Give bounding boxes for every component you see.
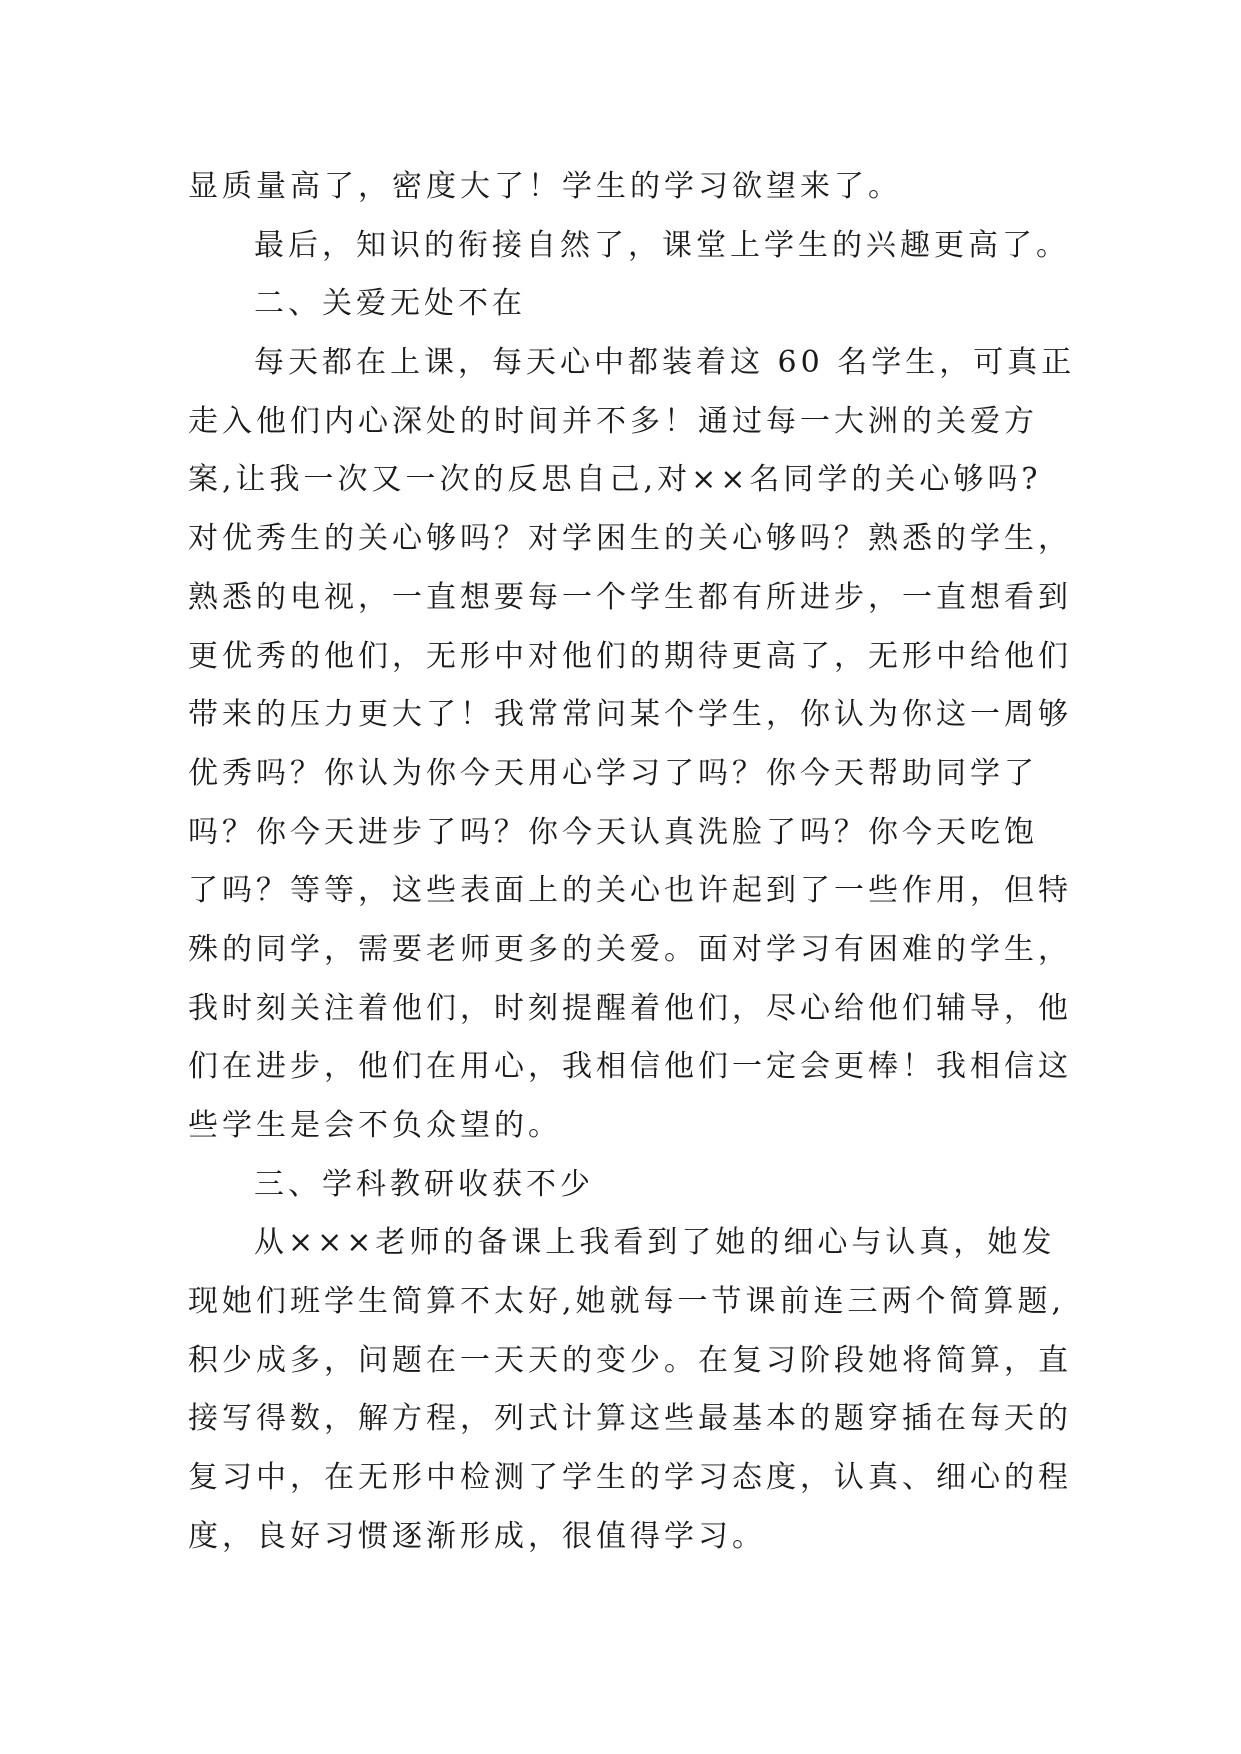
text-line: 复习中，在无形中检测了学生的学习态度，认真、细心的程 [188, 1460, 1072, 1496]
text-line: 些学生是会不负众望的。 [188, 1108, 562, 1143]
text-line: 们在进步，他们在用心，我相信他们一定会更棒！我相信这 [188, 1049, 1072, 1085]
text-line: 最后，知识的衔接自然了，课堂上学生的兴趣更高了。 [254, 227, 1070, 263]
text-line: 积少成多，问题在一天天的变少。在复习阶段她将简算，直 [188, 1342, 1072, 1378]
text-line: 每天都在上课，每天心中都装着这 60 名学生，可真正 [254, 345, 1076, 381]
text-line: 熟悉的电视，一直想要每一个学生都有所进步，一直想看到 [188, 579, 1072, 615]
text-line: 从×××老师的备课上我看到了她的细心与认真，她发 [254, 1225, 1056, 1261]
section-heading: 三、学科教研收获不少 [254, 1166, 594, 1202]
text-line: 现她们班学生简算不太好,她就每一节课前连三两个简算题, [188, 1284, 1066, 1320]
text-line: 我时刻关注着他们，时刻提醒着他们，尽心给他们辅导，他 [188, 990, 1072, 1026]
text-line: 了吗？等等，这些表面上的关心也许起到了一些作用，但特 [188, 873, 1072, 909]
text-line: 更优秀的他们，无形中对他们的期待更高了，无形中给他们 [188, 638, 1072, 674]
text-line: 案,让我一次又一次的反思自己,对××名同学的关心够吗? [188, 462, 1042, 498]
text-line: 度，良好习惯逐渐形成，很值得学习。 [188, 1518, 766, 1554]
text-line: 吗？你今天进步了吗？你今天认真洗脸了吗？你今天吃饱 [188, 814, 1038, 850]
section-heading: 二、关爱无处不在 [254, 286, 526, 322]
text-line: 殊的同学，需要老师更多的关爱。面对学习有困难的学生， [188, 931, 1072, 967]
text-line: 优秀吗？你认为你今天用心学习了吗？你今天帮助同学了 [188, 755, 1038, 791]
body-text [188, 158, 1088, 1567]
text-line: 带来的压力更大了！我常常问某个学生，你认为你这一周够 [188, 697, 1072, 733]
text-line: 对优秀生的关心够吗？对学困生的关心够吗？熟悉的学生， [188, 521, 1072, 557]
text-line: 走入他们内心深处的时间并不多！通过每一大洲的关爱方 [188, 403, 1038, 439]
text-line: 接写得数，解方程，列式计算这些最基本的题穿插在每天的 [188, 1401, 1072, 1437]
text-line: 显质量高了，密度大了！学生的学习欲望来了。 [188, 169, 902, 204]
